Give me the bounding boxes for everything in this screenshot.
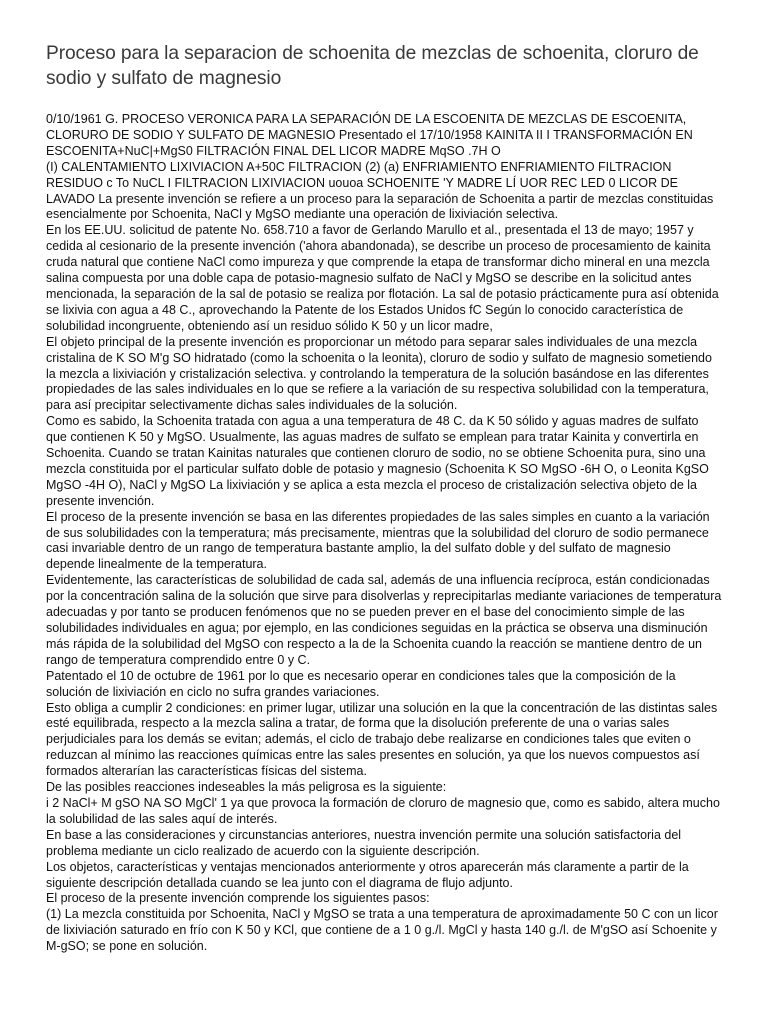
paragraph: El objeto principal de la presente invención es proporcionar un método para separar sales individuales de una mezcla cristalina de K SO M'g SO hidratado (como la schoenita o la leonita), cloruro de sodio y sulfato de magnesio sometiendo la mezcla a lixiviación y cristalización selectiva. y controlando la temperatura de la solución basándose en las diferentes propiedades de las sales individuales en lo que se refiere a la variación de su respectiva solubilidad con la temperatura, para así precipitar selectivamente dichas sales individuales de la solución.: [46, 334, 712, 413]
document-body: [46, 112, 722, 955]
paragraph: i 2 NaCl+ M gSO NA SO MgCl' 1 ya que provoca la formación de cloruro de magnesio que, como es sabido, altera mucho la solubilidad de las sales aquí de interés.: [46, 795, 720, 826]
paragraph: De las posibles reacciones indeseables la más peligrosa es la siguiente:: [46, 780, 447, 795]
paragraph: 0/10/1961 G. PROCESO VERONICA PARA LA SEPARACIÓN DE LA ESCOENITA DE MEZCLAS DE ESCOENITA, CLORURO DE SODIO Y SULFATO DE MAGNESIO Presentado el 17/10/1958 KAINITA II I TRANSFORMACIÓN EN ESCOENITA+NuC|+MgS0 FILTRACIÓN FINAL DEL LICOR MADRE MqSO .7H O: [46, 112, 693, 158]
paragraph: En los EE.UU. solicitud de patente No. 658.710 a favor de Gerlando Marullo et al., presentada el 13 de mayo; 1957 y cedida al cesionario de la presente invención ('ahora abandonada), se describe un proceso de procesamiento de kainita cruda natural que contiene NaCl como impureza y que comprende la etapa de transformar dicho mineral en una mezcla salina compuesta por una doble capa de potasio-magnesio sulfato de NaCl y MgSO se describe en la solicitud antes mencionada, la separación de la sal de potasio se realiza por flotación. La sal de potasio prácticamente pura así obtenida se lixivia con agua a 48 C., aprovechando la Patente de los Estados Unidos fC Según lo conocido característica de solubilidad incongruente, obteniendo así un residuo sólido K 50 y un licor madre,: [46, 223, 719, 333]
paragraph: (1) La mezcla constituida por Schoenita, NaCl y MgSO se trata a una temperatura de aproximadamente 50 C con un licor de lixiviación saturado en frío con K 50 y KCl, que contiene de a 1 0 g./l. MgCl y hasta 140 g./l. de M'gSO así Schoenite y M-gSO; se pone en solución.: [46, 907, 718, 954]
paragraph: Evidentemente, las características de solubilidad de cada sal, además de una influencia recíproca, están condicionadas por la concentración salina de la solución que sirve para disolverlas y reprecipitarlas mediante variaciones de temperatura adecuadas y por tanto se producen fenómenos que no se pueden prever en el base del conocimiento simple de las solubilidades individuales en agua; por ejemplo, en las condiciones seguidas en la práctica se observa una disminución más rápida de la solubilidad del MgSO con respecto a la de la Schoenita cuando la reacción se mantiene dentro de un rango de temperatura comprendido entre 0 y C.: [46, 573, 722, 667]
document-title: Proceso para la separacion de schoenita de mezclas de schoenita, cloruro de sodio y sulfato de magnesio: [46, 43, 699, 89]
paragraph: En base a las consideraciones y circunstancias anteriores, nuestra invención permite una solución satisfactoria del problema mediante un ciclo realizado de acuerdo con la siguiente descripción.: [46, 827, 682, 858]
paragraph: El proceso de la presente invención se basa en las diferentes propiedades de las sales simples en cuanto a la variación de sus solubilidades con la temperatura; más precisamente, mientras que la solubilidad del cloruro de sodio permanece casi invariable dentro de un rango de temperatura bastante amplio, la del sulfato doble y del sulfato de magnesio depende linealmente de la temperatura.: [46, 509, 710, 572]
paragraph: Patentado el 10 de octubre de 1961 por lo que es necesario operar en condiciones tales que la composición de la solución de lixiviación en ciclo no sufra grandes variaciones.: [46, 668, 676, 699]
paragraph: El proceso de la presente invención comprende los siguientes pasos:: [46, 891, 430, 906]
paragraph: (I) CALENTAMIENTO LIXIVIACION A+50C FILTRACION (2) (a) ENFRIAMIENTO ENFRIAMIENTO FILTRACION RESIDUO c To NuCL I FILTRACION LIXIVIACION uouoa SCHOENITE 'Y MADRE LÍ UOR REC LED 0 LICOR DE LAVADO La presente invención se refiere a un proceso para la separación de Schoenita a partir de mezclas constituidas esencialmente por Schoenita, NaCl y MgSO mediante una operación de lixiviación selectiva.: [46, 159, 714, 222]
paragraph: Esto obliga a cumplir 2 condiciones: en primer lugar, utilizar una solución en la que la concentración de las distintas sales esté equilibrada, respecto a la mezcla salina a tratar, de forma que la disolución preferente de una o varias sales perjudiciales para los demás se evitan; además, el ciclo de trabajo debe realizarse en condiciones tales que eviten o reduzcan al mínimo las reacciones químicas entre las sales presentes en solución, ya que los nuevos compuestos así formados alterarían las características físicas del sistema.: [46, 700, 718, 779]
paragraph: Como es sabido, la Schoenita tratada con agua a una temperatura de 48 C. da K 50 sólido y aguas madres de sulfato que contienen K 50 y MgSO. Usualmente, las aguas madres de sulfato se emplean para tratar Kainita y convertirla en Schoenita. Cuando se tratan Kainitas naturales que contienen cloruro de sodio, no se obtiene Schoenita pura, sino una mezcla constituida por el particular sulfato doble de potasio y magnesio (Schoenita K SO MgSO -6H O, o Leonita KgSO MgSO -4H O), NaCl y MgSO La lixiviación y se aplica a esta mezcla el proceso de cristalización selectiva objeto de la presente invención.: [46, 414, 709, 508]
paragraph: Los objetos, características y ventajas mencionados anteriormente y otros aparecerán más claramente a partir de la siguiente descripción detallada cuando se lea junto con el diagrama de flujo adjunto.: [46, 859, 689, 890]
